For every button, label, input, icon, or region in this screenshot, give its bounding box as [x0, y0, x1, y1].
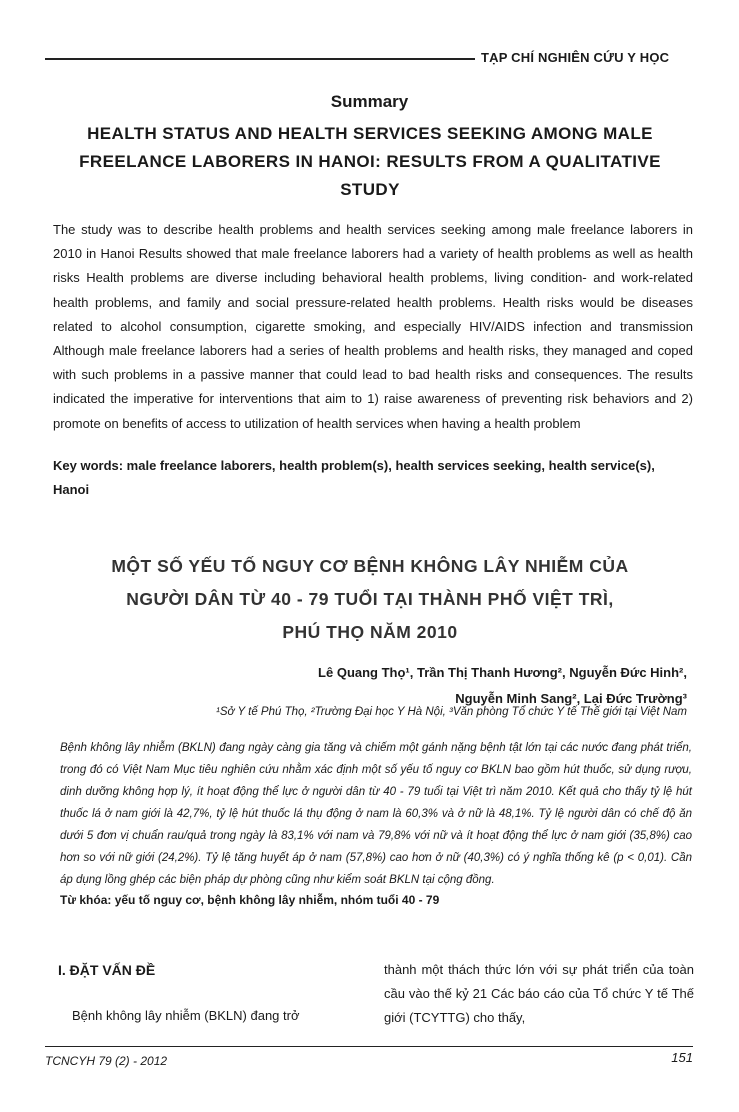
author-list — [67, 660, 687, 712]
article-title — [60, 550, 680, 649]
right-column-text: thành một thách thức lớn với sự phát triển của toàn cầu vào thế kỷ 21 Các báo cáo của Tổ chức Y tế Thế giới (TCYTTG) cho thấy, — [384, 962, 694, 1025]
authors-line: Nguyễn Minh Sang², Lại Đức Trường³ — [455, 691, 687, 706]
article-title-line: NGƯỜI DÂN TỪ 40 - 79 TUỔI TẠI THÀNH PHỐ VIỆT TRÌ, — [126, 589, 614, 609]
summary-heading: Summary — [330, 92, 409, 111]
left-column-text: Bệnh không lây nhiễm (BKLN) đang trở — [72, 1008, 300, 1023]
journal-name: TẠP CHÍ NGHIÊN CỨU Y HỌC — [481, 50, 670, 65]
header-rule — [45, 58, 475, 60]
vietnamese-keywords: Từ khóa: yếu tố nguy cơ, bệnh không lây nhiễm, nhóm tuổi 40 - 79 — [60, 893, 440, 907]
authors-line: Lê Quang Thọ¹, Trần Thị Thanh Hương², Nguyễn Đức Hinh², — [318, 665, 687, 680]
section-heading: I. ĐẶT VẤN ĐỀ — [58, 962, 156, 978]
english-title: HEALTH STATUS AND HEALTH SERVICES SEEKING AMONG MALE FREELANCE LABORERS IN HANOI: RESULTS FROM A QUALITATIVE STUDY — [79, 124, 661, 199]
journal-citation: TCNCYH 79 (2) - 2012 — [45, 1054, 168, 1068]
page-number: 151 — [671, 1050, 693, 1065]
english-abstract: The study was to describe health problems and health services seeking among male freelance laborers in 2010 in Hanoi Results showed that male freelance laborers had a variety of health problems as well as health risks Health problems are diverse including behavioral health problems, living condition- and work-related health problems, and family and social pressure-related health problems. Health risks would be diseases related to alcohol consumption, cigarette smoking, and especially HIV/AIDS infection and transmission Although male freelance laborers had a series of health problems and health risks, they managed and coped with such problems in a passive manner that could lead to bad health risks and consequences. The results indicated the imperative for interventions that aim to 1) raise awareness of preventing risk behaviors and 2) promote on benefits of access to utilization of health services when having a health problem — [53, 222, 693, 431]
article-title-line: PHÚ THỌ NĂM 2010 — [282, 622, 458, 642]
vietnamese-abstract: Bệnh không lây nhiễm (BKLN) đang ngày càng gia tăng và chiếm một gánh nặng bệnh tật lớn tại các nước đang phát triển, trong đó có Việt Nam Mục tiêu nghiên cứu nhằm xác định một số yếu tố nguy cơ BKLN bao gồm hút thuốc, sử dụng rượu, dinh dưỡng không hợp lý, ít hoạt động thể lực ở người dân từ 40 - 79 tuổi tại Việt trì năm 2010. Kết quả cho thấy tỷ lệ hút thuốc lá ở nam giới là 42,7%, tỷ lệ hút thuốc lá thụ động ở nam là 60,3% và ở nữ là 48,1%. Tỷ lệ người dân có chế độ ăn dưới 5 đơn vị chuẩn rau/quả trong ngày là 83,1% với nam và 79,8% với nữ và ít hoạt động thể lực ở nam giới (35,8%) cao hơn so với nữ giới (24,2%). Tỷ lệ tăng huyết áp ở nam (57,8%) cao hơn ở nữ (40,3%) có ý nghĩa thống kê (p < 0,01). Cần áp dụng lồng ghép các biện pháp dự phòng cũng như kiểm soát BKLN tại cộng đồng. — [60, 742, 692, 886]
article-title-line: MỘT SỐ YẾU TỐ NGUY CƠ BỆNH KHÔNG LÂY NHIỄM CỦA — [111, 556, 629, 576]
footer-rule — [45, 1046, 693, 1047]
english-keywords: Key words: male freelance laborers, health problem(s), health services seeking, health service(s), Hanoi — [53, 458, 655, 497]
affiliations: ¹Sở Y tế Phú Thọ, ²Trường Đại học Y Hà Nội, ³Văn phòng Tổ chức Y tế Thế giới tại Việt Nam — [216, 706, 687, 718]
